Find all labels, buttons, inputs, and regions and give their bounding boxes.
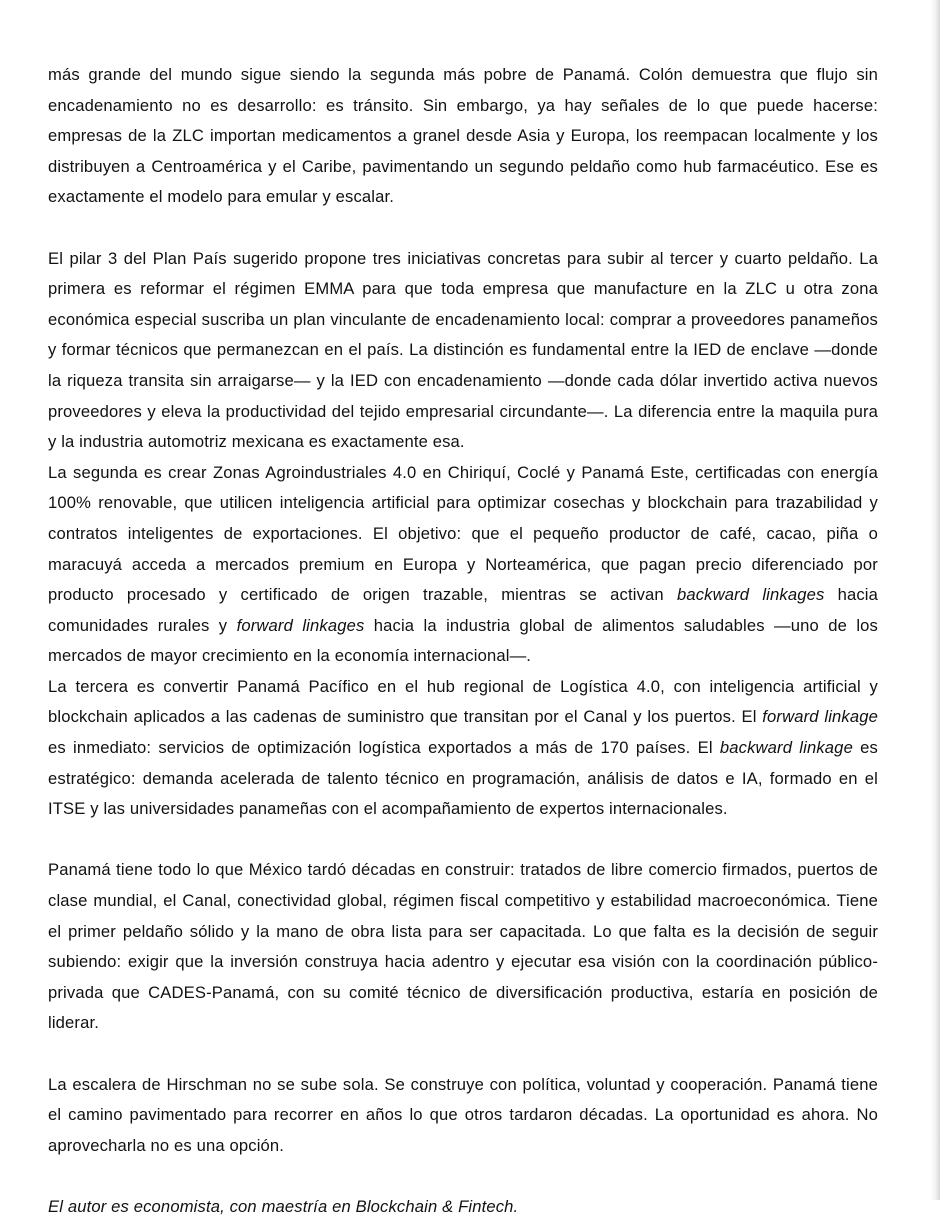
- italic-term-forward-linkages: forward linkages: [236, 615, 365, 635]
- paragraph-text: es inmediato: servicios de optimización logística exportados a más de 170 países. El: [48, 738, 720, 758]
- paragraph-text: La segunda es crear Zonas Agroindustriales 4.0 en Chiriquí, Coclé y Panamá Este, certificadas con energía 100% renovable, que utilicen inteligencia artificial para optimizar cosechas y blockchain para trazabilidad y contratos inteligentes de exportaciones. El objetivo: que el pequeño productor de café, cacao, piña o maracuyá acceda a mercados premium en Europa y Norteamérica, que pagan precio diferenciado por producto procesado y certificado de origen trazable, mientras se activan: [48, 462, 878, 605]
- paragraph-text: La tercera es convertir Panamá Pacífico en el hub regional de Logística 4.0, con inteligencia artificial y blockchain aplicados a las cadenas de suministro que transitan por el Canal y los puertos. El: [48, 676, 878, 727]
- paragraph-gap: [48, 213, 878, 244]
- page-edge-shadow: [930, 0, 940, 1200]
- paragraph-escalera: [48, 1070, 878, 1162]
- paragraph-panama-tiene: [48, 855, 878, 1039]
- paragraph-text: El pilar 3 del Plan País sugerido propone tres iniciativas concretas para subir al tercer y cuarto peldaño. La primera es reformar el régimen EMMA para que toda empresa que manufacture en la ZLC u otra zona económica especial suscriba un plan vinculante de encadenamiento local: comprar a proveedores panameños y formar técnicos que permanezcan en el país. La distinción es fundamental entre la IED de enclave —donde la riqueza transita sin arraigarse— y la IED con encadenamiento —donde cada dólar invertido activa nuevos proveedores y eleva la productividad del tejido empresarial circundante—. La diferencia entre la maquila pura y la industria automotriz mexicana es exactamente esa.: [48, 248, 878, 452]
- italic-term-backward-linkage: backward linkage: [719, 738, 853, 758]
- paragraph-text: La escalera de Hirschman no se sube sola. Se construye con política, voluntad y cooperación. Panamá tiene el camino pavimentado para recorrer en años lo que otros tardaron décadas. La oportunidad es ahora. No aprovecharla no es una opción.: [48, 1074, 878, 1155]
- document-page: [48, 60, 878, 1223]
- paragraph-gap: [48, 825, 878, 856]
- paragraph-gap: [48, 1161, 878, 1192]
- paragraph-text: es estratégico: demanda acelerada de talento técnico en programación, análisis de datos e IA, formado en el ITSE y las universidades panameñas con el acompañamiento de expertos internacionales.: [48, 738, 878, 819]
- italic-term-forward-linkage: forward linkage: [762, 707, 879, 727]
- paragraph-tercera-iniciativa: [48, 672, 878, 825]
- paragraph-text: hacia comunidades rurales y: [48, 585, 878, 635]
- author-note: El autor es economista, con maestría en Blockchain & Fintech.: [48, 1196, 519, 1216]
- paragraph-text: hacia la industria global de alimentos saludables —uno de los mercados de mayor crecimiento en la economía internacional—.: [48, 615, 878, 666]
- paragraph-gap: [48, 1039, 878, 1070]
- paragraph-text: Panamá tiene todo lo que México tardó décadas en construir: tratados de libre comercio firmados, puertos de clase mundial, el Canal, conectividad global, régimen fiscal competitivo y estabilidad macroeconómica. Tiene el primer peldaño sólido y la mano de obra lista para ser capacitada. Lo que falta es la decisión de seguir subiendo: exigir que la inversión construya hacia adentro y ejecutar esa visión con la coordinación público-privada que CADES-Panamá, con su comité técnico de diversificación productiva, estaría en posición de liderar.: [48, 860, 878, 1033]
- italic-term-backward-linkages: backward linkages: [676, 585, 825, 605]
- paragraph-text: más grande del mundo sigue siendo la segunda más pobre de Panamá. Colón demuestra que flujo sin encadenamiento no es desarrollo: es tránsito. Sin embargo, ya hay señales de lo que puede hacerse: empresas de la ZLC importan medicamentos a granel desde Asia y Europa, los reempacan localmente y los distribuyen a Centroamérica y el Caribe, pavimentando un segundo peldaño como hub farmacéutico. Ese es exactamente el modelo para emular y escalar.: [48, 65, 878, 207]
- paragraph-pilar-3: [48, 244, 878, 458]
- paragraph-intro-continued: [48, 60, 878, 213]
- paragraph-segunda-iniciativa: [48, 458, 878, 672]
